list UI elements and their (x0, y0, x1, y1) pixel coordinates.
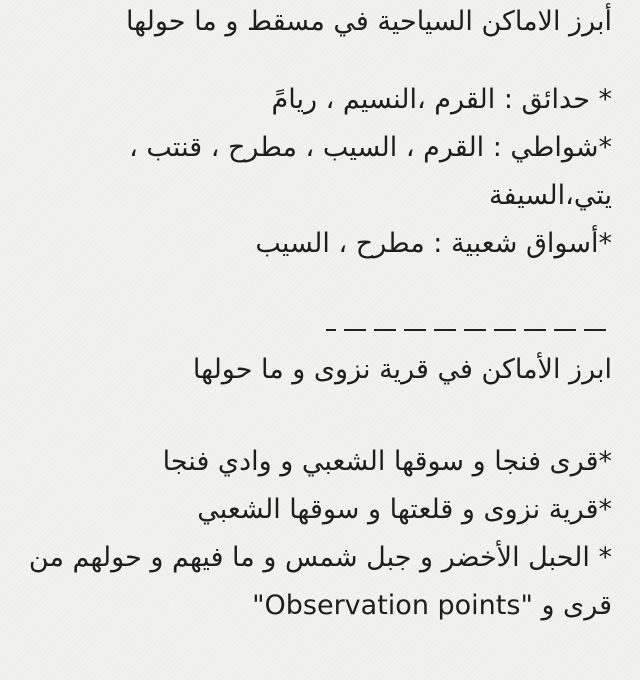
section-divider (326, 329, 606, 331)
muscat-beaches-line-continued: يتي،السيفة (489, 180, 612, 211)
muscat-section-title: أبرز الاماكن السياحية في مسقط و ما حولها (125, 6, 612, 37)
nizwa-mountains-line-continued: قرى و "Observation points" (252, 590, 612, 621)
nizwa-mountains-line: * الحبل الأخضر و جبل شمس و ما فيهم و حولهم من (28, 542, 612, 573)
muscat-markets-line: *أسواق شعبية : مطرح ، السيب (255, 228, 612, 259)
nizwa-fanja-line: *قرى فنجا و سوقها الشعبي و وادي فنجا (162, 446, 612, 477)
nizwa-section-title: ابرز الأماكن في قرية نزوى و ما حولها (192, 354, 612, 385)
muscat-gardens-line: * حدائق : القرم ،النسيم ، ريامً (271, 84, 612, 115)
muscat-beaches-line: *شواطي : القرم ، السيب ، مطرح ، قنتب ، (129, 132, 612, 163)
nizwa-fort-line: *قرية نزوى و قلعتها و سوقها الشعبي (197, 494, 612, 525)
